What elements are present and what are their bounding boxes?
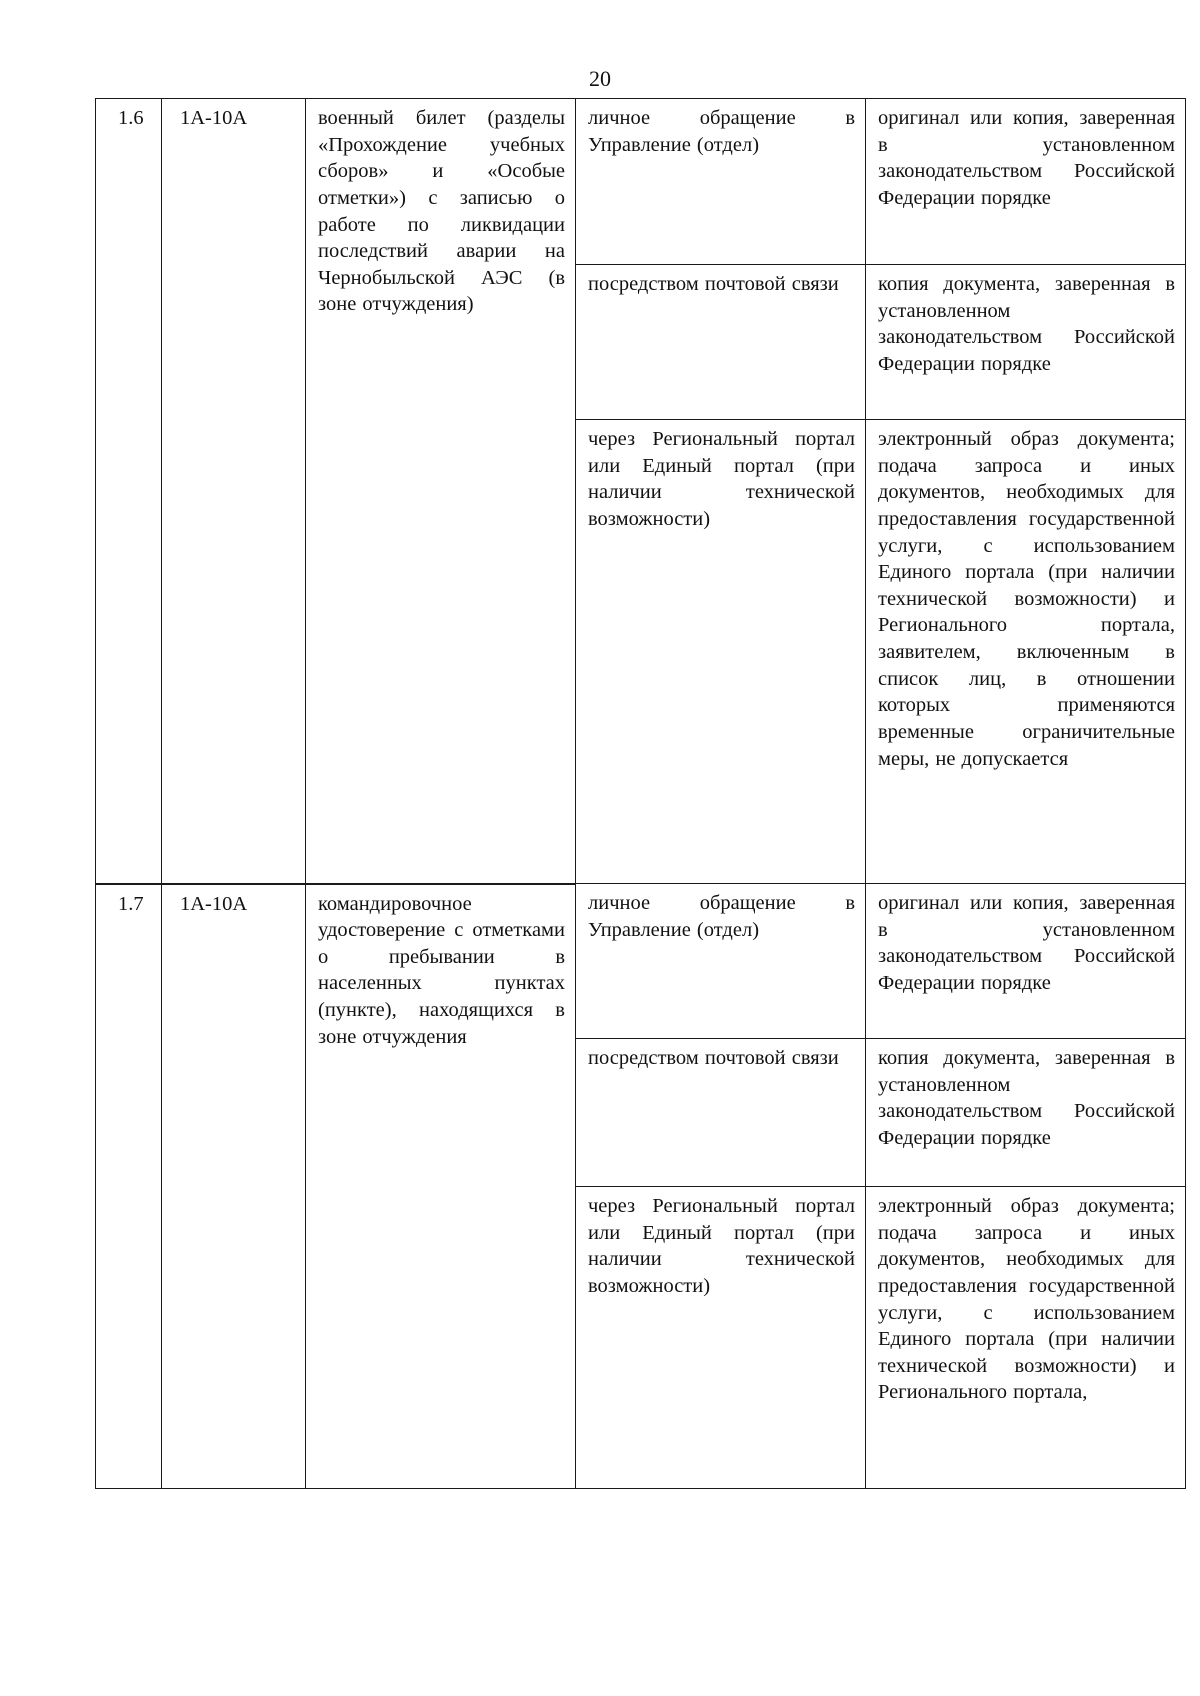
document-form: оригинал или копия, заверенная в установленном законодательством Российской Федерации порядке <box>866 884 1186 1039</box>
document-name: командировочное удостоверение с отметками о пребывании в населенных пунктах (пункте), находящихся в зоне отчуждения <box>306 884 576 1489</box>
document-form: копия документа, заверенная в установленном законодательством Российской Федерации порядке <box>866 1039 1186 1187</box>
submission-channel: посредством почтовой связи <box>576 265 866 420</box>
submission-channel: через Региональный портал или Единый портал (при наличии технической возможности) <box>576 420 866 884</box>
document-form: электронный образ документа; подача запроса и иных документов, необходимых для предоставления государственной услуги, с использованием Единого портала (при наличии технической возможности) и Регионального портала, заявителем, включенным в список лиц, в отношении которых применяются временные ограничительные меры, не допускается <box>866 420 1186 884</box>
page-number: 20 <box>589 66 611 91</box>
table-row <box>96 884 1186 1039</box>
row-number: 1.6 <box>96 99 162 884</box>
document-table <box>95 98 1186 1489</box>
submission-channel: посредством почтовой связи <box>576 1039 866 1187</box>
table-row <box>96 99 1186 265</box>
document-form: оригинал или копия, заверенная в установленном законодательством Российской Федерации порядке <box>866 99 1186 265</box>
document-name: военный билет (разделы «Прохождение учебных сборов» и «Особые отметки») с записью о работе по ликвидации последствий аварии на Чернобыльской АЭС (в зоне отчуждения) <box>306 99 576 884</box>
row-code: 1А-10А <box>162 884 306 1489</box>
document-form: электронный образ документа; подача запроса и иных документов, необходимых для предоставления государственной услуги, с использованием Единого портала (при наличии технической возможности) и Регионального портала, <box>866 1187 1186 1489</box>
submission-channel: личное обращение в Управление (отдел) <box>576 99 866 265</box>
row-number: 1.7 <box>96 884 162 1489</box>
document-form: копия документа, заверенная в установленном законодательством Российской Федерации порядке <box>866 265 1186 420</box>
submission-channel: через Региональный портал или Единый портал (при наличии технической возможности) <box>576 1187 866 1489</box>
row-code: 1А-10А <box>162 99 306 884</box>
submission-channel: личное обращение в Управление (отдел) <box>576 884 866 1039</box>
